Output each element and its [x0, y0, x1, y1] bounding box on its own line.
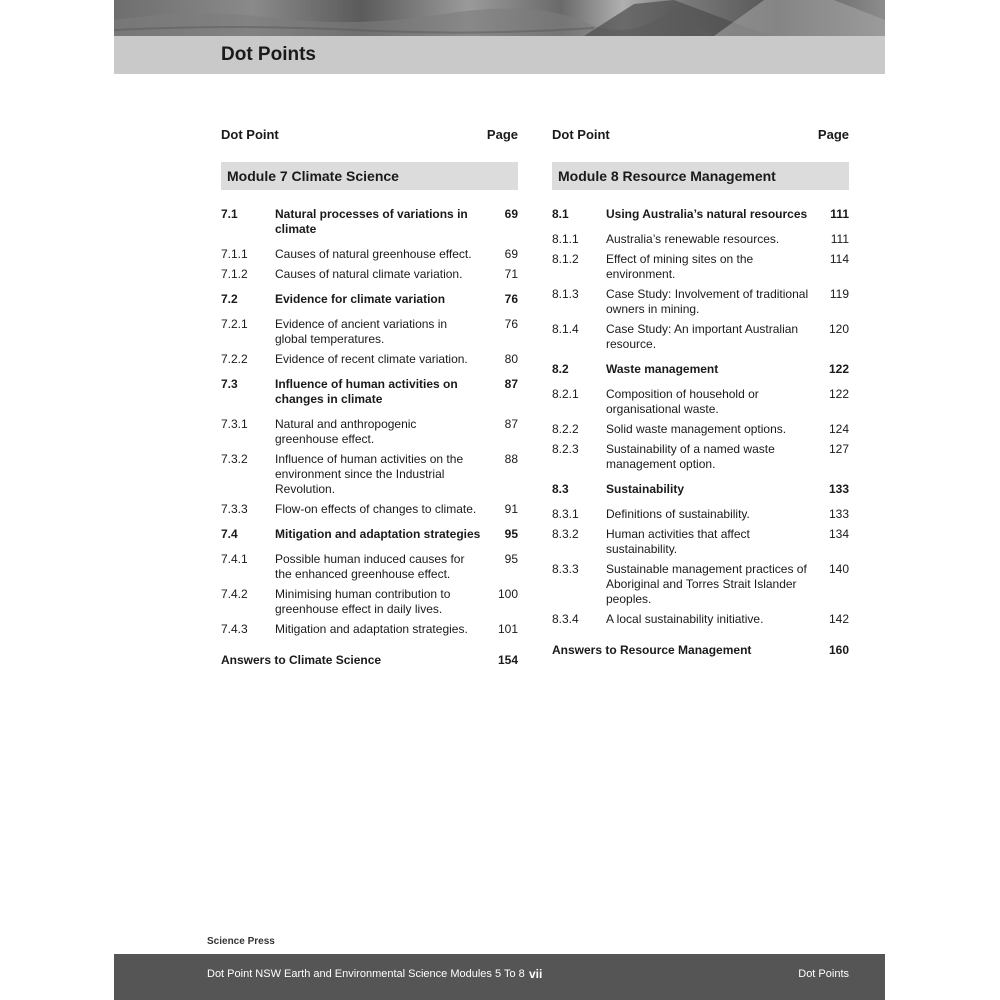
toc-row[interactable] [552, 322, 849, 352]
page-ref: 119 [829, 287, 849, 301]
answers-label: Answers to Resource Management [552, 643, 752, 657]
toc-row[interactable] [221, 267, 518, 282]
dot-point-text: Evidence for climate variation [275, 292, 446, 306]
dot-point-number: 7.4 [221, 527, 238, 541]
toc-row[interactable] [552, 422, 849, 437]
dot-point-text: Solid waste management options. [606, 422, 787, 436]
dot-point-number: 7.1 [221, 207, 238, 221]
dot-point-number: 8.2.2 [552, 422, 579, 436]
footer-section: Dot Points [798, 968, 849, 980]
publisher-name: Science Press [207, 936, 275, 947]
dot-point-text: Influence of human activities on changes in climate [275, 377, 458, 406]
dot-point-text: Sustainability [606, 482, 685, 496]
dot-point-text: Causes of natural climate variation. [275, 267, 463, 281]
dot-point-number: 8.3 [552, 482, 569, 496]
dot-point-number: 7.2 [221, 292, 238, 306]
dot-point-text: Australia’s renewable resources. [606, 232, 780, 246]
toc-row[interactable] [221, 622, 518, 637]
toc-row[interactable] [552, 612, 849, 627]
page-ref: 76 [504, 292, 518, 306]
dot-point-text: Evidence of recent climate variation. [275, 352, 468, 366]
page-ref: 111 [830, 232, 849, 246]
page-ref: 80 [504, 352, 518, 366]
dot-point-number: 8.3.3 [552, 562, 579, 576]
page-ref: 69 [504, 247, 518, 261]
footer-bar [114, 954, 885, 1000]
dot-point-number: 7.4.3 [221, 622, 248, 636]
dot-point-heading: Dot Point [221, 127, 279, 142]
dot-point-text: Using Australia’s natural resources [606, 207, 808, 221]
toc-row[interactable] [221, 502, 518, 517]
dot-point-number: 7.1.2 [221, 267, 248, 281]
dot-point-text: Minimising human contribution to greenhouse effect in daily lives. [275, 587, 451, 616]
toc-row[interactable] [221, 587, 518, 617]
toc-column-module-7 [221, 118, 518, 673]
page [114, 0, 885, 1000]
toc-row[interactable] [552, 442, 849, 472]
toc-section-row[interactable] [552, 207, 849, 222]
answers-label: Answers to Climate Science [221, 653, 382, 667]
toc-row[interactable] [552, 252, 849, 282]
page-ref: 114 [829, 252, 849, 266]
toc-section-row[interactable] [221, 527, 518, 542]
dot-point-number: 8.1.1 [552, 232, 579, 246]
dot-point-heading: Dot Point [552, 127, 610, 142]
page-ref: 140 [828, 562, 849, 576]
page-number: vii [529, 967, 543, 981]
toc-row[interactable] [552, 562, 849, 607]
answers-entry[interactable] [221, 653, 518, 668]
dot-point-number: 7.3.2 [221, 452, 248, 466]
toc-row[interactable] [552, 232, 849, 247]
page-ref: 76 [504, 317, 518, 331]
page-ref: 133 [828, 507, 849, 521]
dot-point-text: Evidence of ancient variations in global temperatures. [275, 317, 448, 346]
page-ref: 142 [828, 612, 849, 626]
dot-point-text: Composition of household or organisational waste. [606, 387, 759, 416]
toc-list [221, 207, 518, 637]
dot-point-text: Definitions of sustainability. [606, 507, 750, 521]
dot-point-number: 7.3 [221, 377, 238, 391]
dot-point-text: Influence of human activities on the environment since the Industrial Revolution. [275, 452, 464, 496]
toc-row[interactable] [221, 352, 518, 367]
module-heading: Module 8 Resource Management [552, 162, 849, 190]
answers-entry[interactable] [552, 643, 849, 658]
page-ref: 91 [504, 502, 518, 516]
page-heading: Page [486, 127, 518, 142]
page-ref: 111 [830, 207, 849, 221]
dot-point-text: Sustainable management practices of Aboriginal and Torres Strait Islander peoples. [606, 562, 807, 606]
header-photo-banner [114, 0, 885, 36]
dot-point-number: 8.2 [552, 362, 569, 376]
page-ref: 95 [504, 552, 518, 566]
page-ref: 101 [497, 622, 518, 636]
column-header [552, 118, 849, 152]
toc-section-row[interactable] [221, 207, 518, 237]
dot-point-text: Mitigation and adaptation strategies. [275, 622, 468, 636]
dot-point-number: 7.4.2 [221, 587, 248, 601]
page-heading: Page [817, 127, 849, 142]
dot-point-text: Flow-on effects of changes to climate. [275, 502, 477, 516]
toc-row[interactable] [552, 287, 849, 317]
page-ref: 127 [828, 442, 849, 456]
dot-point-number: 8.3.1 [552, 507, 579, 521]
page-ref: 87 [504, 417, 518, 431]
toc-row[interactable] [552, 527, 849, 557]
dot-point-text: Mitigation and adaptation strategies [275, 527, 481, 541]
page-ref: 122 [828, 387, 849, 401]
dot-point-number: 8.3.4 [552, 612, 579, 626]
toc-row[interactable] [221, 247, 518, 262]
dot-point-text: Effect of mining sites on the environment. [606, 252, 754, 281]
page-ref: 100 [497, 587, 518, 601]
toc-section-row[interactable] [221, 377, 518, 407]
page-ref: 69 [504, 207, 518, 221]
dot-point-text: Natural and anthropogenic greenhouse effect. [275, 417, 417, 446]
dot-point-number: 8.1.4 [552, 322, 579, 336]
toc-row[interactable] [221, 452, 518, 497]
toc-row[interactable] [221, 417, 518, 447]
page-ref: 71 [504, 267, 518, 281]
dot-point-number: 7.1.1 [221, 247, 248, 261]
dot-point-number: 8.2.3 [552, 442, 579, 456]
page-ref: 133 [828, 482, 849, 496]
dot-point-number: 8.2.1 [552, 387, 579, 401]
dot-point-number: 8.1.2 [552, 252, 579, 266]
dot-point-number: 7.3.3 [221, 502, 248, 516]
answers-page: 160 [828, 643, 849, 657]
answers-page: 154 [497, 653, 518, 667]
toc-row[interactable] [221, 317, 518, 347]
page-ref: 122 [828, 362, 849, 376]
toc-section-row[interactable] [552, 482, 849, 497]
dot-point-number: 7.2.2 [221, 352, 248, 366]
page-ref: 124 [828, 422, 849, 436]
dot-point-number: 7.4.1 [221, 552, 248, 566]
toc-row[interactable] [552, 387, 849, 417]
page-ref: 95 [504, 527, 518, 541]
toc-section-row[interactable] [552, 362, 849, 377]
page-ref: 88 [504, 452, 518, 466]
dot-point-number: 8.1 [552, 207, 569, 221]
dot-point-number: 8.3.2 [552, 527, 579, 541]
dot-point-text: Human activities that affect sustainability. [606, 527, 750, 556]
dot-point-number: 8.1.3 [552, 287, 579, 301]
page-title: Dot Points [221, 44, 316, 65]
column-header [221, 118, 518, 152]
toc-section-row[interactable] [221, 292, 518, 307]
dot-point-text: Natural processes of variations in climate [275, 207, 468, 236]
title-bar [114, 36, 885, 74]
dot-point-text: Case Study: An important Australian resource. [606, 322, 799, 351]
dot-point-number: 7.2.1 [221, 317, 248, 331]
dot-point-text: Waste management [606, 362, 719, 376]
dot-point-text: Causes of natural greenhouse effect. [275, 247, 472, 261]
dot-point-text: A local sustainability initiative. [606, 612, 764, 626]
dot-point-text: Sustainability of a named waste management option. [606, 442, 775, 471]
book-title: Dot Point NSW Earth and Environmental Science Modules 5 To 8 [207, 968, 525, 980]
dot-point-text: Case Study: Involvement of traditional owners in mining. [606, 287, 809, 316]
page-ref: 120 [828, 322, 849, 336]
toc-row[interactable] [221, 552, 518, 582]
toc-row[interactable] [552, 507, 849, 522]
toc-list [552, 207, 849, 627]
page-ref: 87 [504, 377, 518, 391]
dot-point-number: 7.3.1 [221, 417, 248, 431]
module-heading: Module 7 Climate Science [221, 162, 518, 190]
dot-point-text: Possible human induced causes for the enhanced greenhouse effect. [275, 552, 465, 581]
page-ref: 134 [828, 527, 849, 541]
toc-column-module-8 [552, 118, 849, 663]
